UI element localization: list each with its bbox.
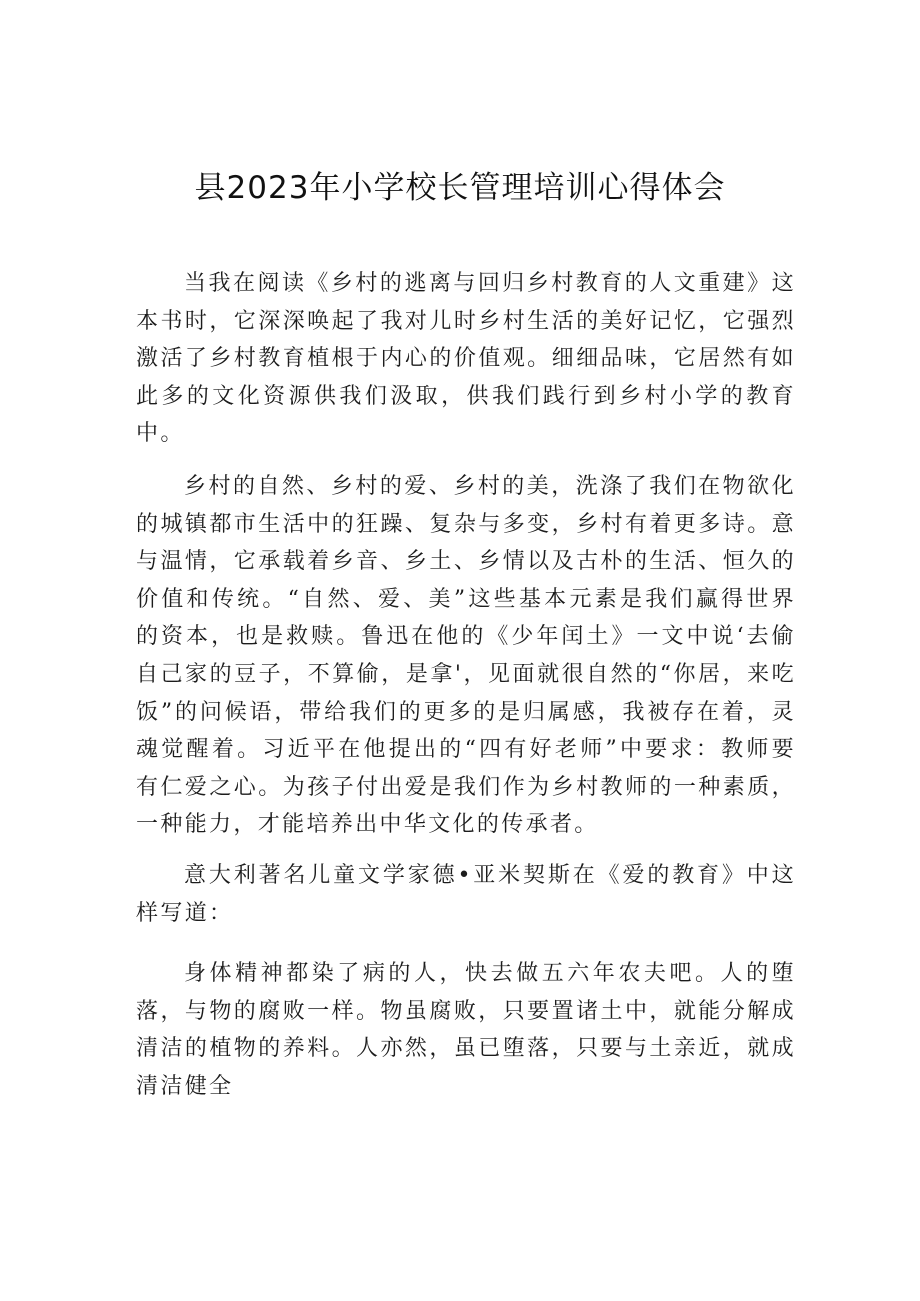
paragraph-4: 身体精神都染了病的人，快去做五六年农夫吧。人的堕落，与物的腐败一样。物虽腐败，只要置诸土中，就能分解成清洁的植物的养料。人亦然，虽已堕落，只要与土亲近，就成清洁健全 — [136, 961, 796, 1099]
document-body — [136, 265, 796, 1105]
document-title: 县2023年小学校长管理培训心得体会 — [194, 170, 726, 206]
paragraph-1: 当我在阅读《乡村的逃离与回归乡村教育的人文重建》这本书时，它深深唤起了我对儿时乡村生活的美好记忆，它强烈激活了乡村教育植根于内心的价值观。细细品味，它居然有如此多的文化资源供我们汲取，供我们践行到乡村小学的教育中。 — [136, 271, 796, 447]
paragraph-2: 乡村的自然、乡村的爱、乡村的美，洗涤了我们在物欲化的城镇都市生活中的狂躁、复杂与多变，乡村有着更多诗。意与温情，它承载着乡音、乡土、乡情以及古朴的生活、恒久的价值和传统。“自然、爱、美”这些基本元素是我们赢得世界的资本，也是救赎。鲁迅在他的《少年闰土》一文中说‘去偷自己家的豆子，不算偷，是拿'，见面就很自然的“你居，来吃饭”的问候语，带给我们的更多的是归属感，我被存在着，灵魂觉醒着。习近平在他提出的“四有好老师”中要求：教师要有仁爱之心。为孩子付出爱是我们作为乡村教师的一种素质，一种能力，才能培养出中华文化的传承者。 — [136, 473, 796, 838]
paragraph-3: 意大利著名儿童文学家德•亚米契斯在《爱的教育》中这样写道： — [136, 862, 796, 926]
